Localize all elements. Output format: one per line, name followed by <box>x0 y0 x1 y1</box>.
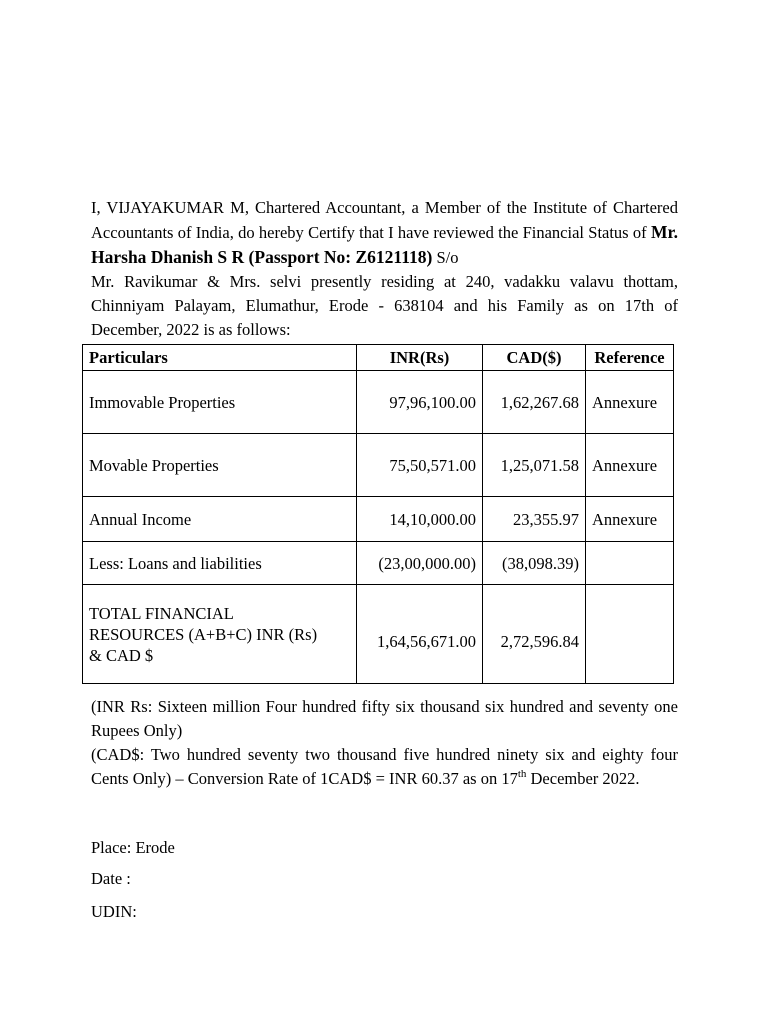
cell-cad: 23,355.97 <box>483 497 586 542</box>
cell-particular: Immovable Properties <box>83 371 357 434</box>
intro-paragraph <box>91 196 678 342</box>
cell-reference: Annexure <box>586 371 674 434</box>
table-row <box>83 542 674 585</box>
cad-words-date: December 2022. <box>530 769 640 788</box>
total-label-line-1: TOTAL FINANCIAL <box>89 603 234 623</box>
cad-words-text: (CAD$: Two hundred seventy two thousand five hundred ninety six and eighty four Cents Only) – Conversion Rate of 1CAD$ = INR 60.37 as on 17 <box>91 745 678 788</box>
cell-reference: Annexure <box>586 497 674 542</box>
header-cad: CAD($) <box>483 345 586 371</box>
table-row <box>83 497 674 542</box>
cell-inr: (23,00,000.00) <box>357 542 483 585</box>
header-inr: INR(Rs) <box>357 345 483 371</box>
total-cad: 2,72,596.84 <box>483 585 586 684</box>
ordinal-suffix: th <box>517 768 527 780</box>
cell-reference <box>586 542 674 585</box>
inr-in-words: (INR Rs: Sixteen million Four hundred fifty six thousand six hundred and seventy one Rupees Only) <box>91 697 678 740</box>
applicant-name: Mr. Harsha Dhanish S R (Passport No: Z6121118) <box>91 222 678 267</box>
financial-table <box>82 344 674 684</box>
cell-inr: 14,10,000.00 <box>357 497 483 542</box>
total-inr: 1,64,56,671.00 <box>357 585 483 684</box>
date-line: Date : <box>91 869 131 888</box>
header-reference: Reference <box>586 345 674 371</box>
cell-cad: 1,25,071.58 <box>483 434 586 497</box>
intro-text-2: Mr. Ravikumar & Mrs. selvi presently residing at 240, vadakku valavu thottam, Chinniyam Palayam, Elumathur, Erode - 638104 and his Family as on 17th of December, 2022 is as follows: <box>91 272 678 339</box>
intro-so: S/o <box>432 248 459 267</box>
cell-inr: 75,50,571.00 <box>357 434 483 497</box>
udin-line: UDIN: <box>91 902 137 921</box>
cell-reference: Annexure <box>586 434 674 497</box>
cell-particular: Less: Loans and liabilities <box>83 542 357 585</box>
cell-particular: Annual Income <box>83 497 357 542</box>
place-line: Place: Erode <box>91 838 175 857</box>
intro-text-1: I, VIJAYAKUMAR M, Chartered Accountant, a Member of the Institute of Chartered Accountants of India, do hereby Certify that I have reviewed the Financial Status of <box>91 198 678 242</box>
cad-in-words <box>91 743 678 791</box>
table-row <box>83 434 674 497</box>
cell-cad: (38,098.39) <box>483 542 586 585</box>
amount-in-words <box>91 695 678 791</box>
header-particulars: Particulars <box>83 345 357 371</box>
total-label-line-3: & CAD $ <box>89 645 154 665</box>
table-header-row <box>83 345 674 371</box>
total-label-line-2: RESOURCES (A+B+C) INR (Rs) <box>89 624 318 644</box>
total-label <box>83 585 357 684</box>
total-row <box>83 585 674 684</box>
cell-inr: 97,96,100.00 <box>357 371 483 434</box>
total-reference <box>586 585 674 684</box>
table-row <box>83 371 674 434</box>
cell-particular: Movable Properties <box>83 434 357 497</box>
cell-cad: 1,62,267.68 <box>483 371 586 434</box>
